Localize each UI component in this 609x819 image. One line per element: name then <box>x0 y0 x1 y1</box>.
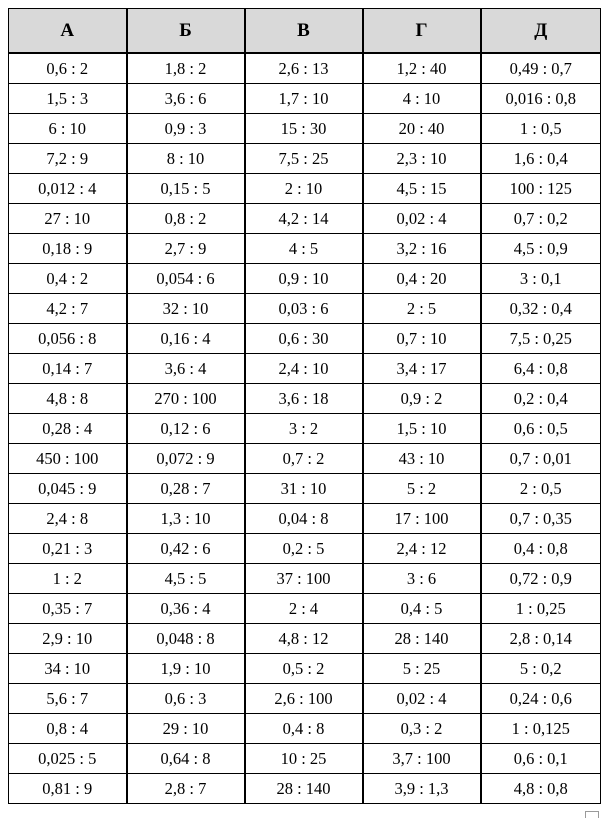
table-cell: 1 : 2 <box>9 564 127 594</box>
table-cell: 0,03 : 6 <box>245 294 363 324</box>
table-cell: 3,4 : 17 <box>363 354 481 384</box>
table-cell: 34 : 10 <box>9 654 127 684</box>
table-cell: 3,2 : 16 <box>363 234 481 264</box>
table-row <box>9 234 601 264</box>
page-corner-marker <box>585 811 599 818</box>
table-cell: 4,5 : 15 <box>363 174 481 204</box>
table-row <box>9 354 601 384</box>
table-cell: 0,24 : 0,6 <box>481 684 601 714</box>
table-cell: 0,6 : 0,5 <box>481 414 601 444</box>
table-cell: 37 : 100 <box>245 564 363 594</box>
table-cell: 3 : 2 <box>245 414 363 444</box>
table-cell: 0,5 : 2 <box>245 654 363 684</box>
table-cell: 1,7 : 10 <box>245 84 363 114</box>
table-row <box>9 774 601 804</box>
table-cell: 3,6 : 6 <box>127 84 245 114</box>
table-row <box>9 144 601 174</box>
table-cell: 0,7 : 2 <box>245 444 363 474</box>
table-row <box>9 324 601 354</box>
table-cell: 2,6 : 100 <box>245 684 363 714</box>
table-cell: 7,2 : 9 <box>9 144 127 174</box>
table-cell: 43 : 10 <box>363 444 481 474</box>
table-cell: 0,6 : 3 <box>127 684 245 714</box>
table-cell: 0,2 : 0,4 <box>481 384 601 414</box>
column-header-v: В <box>245 9 363 54</box>
table-cell: 1,5 : 3 <box>9 84 127 114</box>
table-row <box>9 84 601 114</box>
table-row <box>9 684 601 714</box>
table-cell: 0,048 : 8 <box>127 624 245 654</box>
table-cell: 1 : 0,125 <box>481 714 601 744</box>
table-cell: 1,2 : 40 <box>363 53 481 84</box>
table-cell: 0,7 : 10 <box>363 324 481 354</box>
table-cell: 0,4 : 8 <box>245 714 363 744</box>
table-cell: 2 : 4 <box>245 594 363 624</box>
column-header-d: Д <box>481 9 601 54</box>
table-cell: 0,9 : 3 <box>127 114 245 144</box>
table-row <box>9 384 601 414</box>
table-cell: 6,4 : 0,8 <box>481 354 601 384</box>
table-cell: 0,02 : 4 <box>363 204 481 234</box>
table-cell: 0,49 : 0,7 <box>481 53 601 84</box>
table-cell: 0,2 : 5 <box>245 534 363 564</box>
table-cell: 0,056 : 8 <box>9 324 127 354</box>
table-cell: 20 : 40 <box>363 114 481 144</box>
table-cell: 0,7 : 0,2 <box>481 204 601 234</box>
table-cell: 2,8 : 7 <box>127 774 245 804</box>
exercise-sheet <box>8 8 600 804</box>
table-cell: 0,6 : 30 <box>245 324 363 354</box>
table-row <box>9 474 601 504</box>
table-cell: 3,6 : 18 <box>245 384 363 414</box>
table-cell: 2,7 : 9 <box>127 234 245 264</box>
table-row <box>9 744 601 774</box>
table-cell: 28 : 140 <box>363 624 481 654</box>
table-cell: 2,8 : 0,14 <box>481 624 601 654</box>
table-cell: 1,9 : 10 <box>127 654 245 684</box>
header-row <box>9 9 601 54</box>
table-cell: 0,21 : 3 <box>9 534 127 564</box>
table-cell: 0,18 : 9 <box>9 234 127 264</box>
table-cell: 0,36 : 4 <box>127 594 245 624</box>
table-row <box>9 294 601 324</box>
table-cell: 0,3 : 2 <box>363 714 481 744</box>
table-cell: 270 : 100 <box>127 384 245 414</box>
table-cell: 0,14 : 7 <box>9 354 127 384</box>
table-cell: 7,5 : 25 <box>245 144 363 174</box>
table-cell: 0,72 : 0,9 <box>481 564 601 594</box>
table-cell: 1 : 0,25 <box>481 594 601 624</box>
table-row <box>9 114 601 144</box>
table-row <box>9 174 601 204</box>
table-cell: 4,5 : 5 <box>127 564 245 594</box>
table-row <box>9 444 601 474</box>
table-cell: 0,64 : 8 <box>127 744 245 774</box>
table-cell: 0,42 : 6 <box>127 534 245 564</box>
table-cell: 3 : 6 <box>363 564 481 594</box>
table-cell: 2 : 0,5 <box>481 474 601 504</box>
table-cell: 0,4 : 5 <box>363 594 481 624</box>
table-cell: 2,9 : 10 <box>9 624 127 654</box>
table-cell: 2,6 : 13 <box>245 53 363 84</box>
table-cell: 0,9 : 2 <box>363 384 481 414</box>
column-header-b: Б <box>127 9 245 54</box>
table-cell: 0,8 : 4 <box>9 714 127 744</box>
table-cell: 6 : 10 <box>9 114 127 144</box>
table-cell: 1 : 0,5 <box>481 114 601 144</box>
table-row <box>9 714 601 744</box>
table-row <box>9 564 601 594</box>
table-cell: 0,15 : 5 <box>127 174 245 204</box>
table-row <box>9 534 601 564</box>
table-cell: 450 : 100 <box>9 444 127 474</box>
table-row <box>9 654 601 684</box>
table-cell: 0,4 : 20 <box>363 264 481 294</box>
table-cell: 5 : 25 <box>363 654 481 684</box>
table-cell: 3,6 : 4 <box>127 354 245 384</box>
table-cell: 2 : 5 <box>363 294 481 324</box>
table-row <box>9 504 601 534</box>
table-cell: 29 : 10 <box>127 714 245 744</box>
table-cell: 0,054 : 6 <box>127 264 245 294</box>
table-cell: 17 : 100 <box>363 504 481 534</box>
table-cell: 0,012 : 4 <box>9 174 127 204</box>
table-cell: 1,3 : 10 <box>127 504 245 534</box>
column-header-g: Г <box>363 9 481 54</box>
table-cell: 28 : 140 <box>245 774 363 804</box>
table-cell: 5 : 2 <box>363 474 481 504</box>
table-cell: 4,5 : 0,9 <box>481 234 601 264</box>
table-cell: 32 : 10 <box>127 294 245 324</box>
table-cell: 1,5 : 10 <box>363 414 481 444</box>
table-row <box>9 53 601 84</box>
table-cell: 0,4 : 2 <box>9 264 127 294</box>
table-cell: 0,28 : 4 <box>9 414 127 444</box>
table-cell: 0,4 : 0,8 <box>481 534 601 564</box>
table-cell: 0,025 : 5 <box>9 744 127 774</box>
table-cell: 15 : 30 <box>245 114 363 144</box>
table-row <box>9 264 601 294</box>
table-cell: 5 : 0,2 <box>481 654 601 684</box>
table-cell: 1,6 : 0,4 <box>481 144 601 174</box>
table-cell: 27 : 10 <box>9 204 127 234</box>
table-cell: 0,7 : 0,01 <box>481 444 601 474</box>
table-cell: 0,072 : 9 <box>127 444 245 474</box>
table-cell: 4,2 : 7 <box>9 294 127 324</box>
table-cell: 4 : 10 <box>363 84 481 114</box>
table-cell: 5,6 : 7 <box>9 684 127 714</box>
table-cell: 3,9 : 1,3 <box>363 774 481 804</box>
table-row <box>9 594 601 624</box>
table-cell: 2,3 : 10 <box>363 144 481 174</box>
table-cell: 31 : 10 <box>245 474 363 504</box>
table-cell: 0,12 : 6 <box>127 414 245 444</box>
table-cell: 4,8 : 8 <box>9 384 127 414</box>
table-cell: 0,9 : 10 <box>245 264 363 294</box>
table-row <box>9 624 601 654</box>
table-cell: 4,2 : 14 <box>245 204 363 234</box>
table-cell: 0,28 : 7 <box>127 474 245 504</box>
table-cell: 0,16 : 4 <box>127 324 245 354</box>
table-cell: 0,04 : 8 <box>245 504 363 534</box>
table-cell: 7,5 : 0,25 <box>481 324 601 354</box>
division-exercise-table <box>8 8 601 804</box>
table-cell: 2,4 : 8 <box>9 504 127 534</box>
table-cell: 100 : 125 <box>481 174 601 204</box>
table-body <box>9 53 601 804</box>
table-cell: 4,8 : 0,8 <box>481 774 601 804</box>
table-cell: 0,32 : 0,4 <box>481 294 601 324</box>
table-cell: 4,8 : 12 <box>245 624 363 654</box>
table-cell: 0,045 : 9 <box>9 474 127 504</box>
table-cell: 3,7 : 100 <box>363 744 481 774</box>
table-row <box>9 204 601 234</box>
table-cell: 0,81 : 9 <box>9 774 127 804</box>
table-cell: 10 : 25 <box>245 744 363 774</box>
table-cell: 0,02 : 4 <box>363 684 481 714</box>
table-cell: 0,016 : 0,8 <box>481 84 601 114</box>
table-cell: 0,6 : 2 <box>9 53 127 84</box>
table-cell: 2,4 : 10 <box>245 354 363 384</box>
table-row <box>9 414 601 444</box>
table-cell: 8 : 10 <box>127 144 245 174</box>
table-cell: 4 : 5 <box>245 234 363 264</box>
table-cell: 2 : 10 <box>245 174 363 204</box>
table-cell: 1,8 : 2 <box>127 53 245 84</box>
table-cell: 3 : 0,1 <box>481 264 601 294</box>
table-cell: 2,4 : 12 <box>363 534 481 564</box>
column-header-a: А <box>9 9 127 54</box>
table-cell: 0,35 : 7 <box>9 594 127 624</box>
table-cell: 0,7 : 0,35 <box>481 504 601 534</box>
table-cell: 0,8 : 2 <box>127 204 245 234</box>
table-cell: 0,6 : 0,1 <box>481 744 601 774</box>
